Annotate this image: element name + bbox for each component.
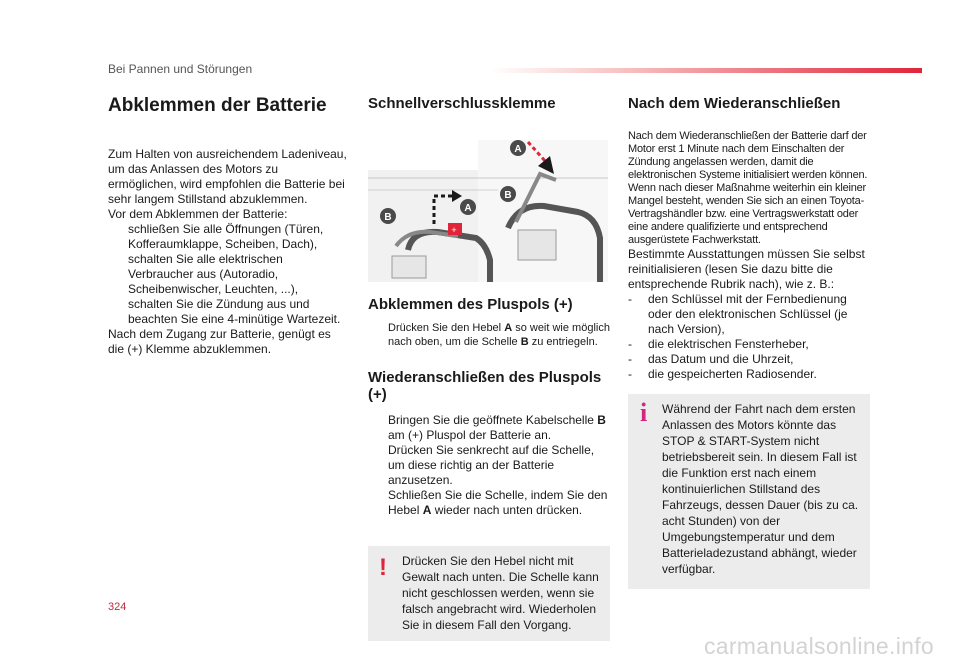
warning-note — [368, 546, 610, 641]
reconnect-list — [368, 413, 610, 518]
list-item: - die gespeicherten Radiosender. — [628, 367, 817, 381]
warning-text: Drücken Sie den Hebel nicht mit Gewalt nach unten. Die Schelle kann nicht geschlossen werden, wenn sie falsch angebracht wird. Wiederholen Sie in diesem Fall den Vorgang. — [402, 554, 599, 632]
info-icon: i — [640, 398, 648, 427]
page-title: Abklemmen der Batterie — [108, 95, 327, 116]
battery-post-right — [518, 230, 556, 260]
clamp-diagram-svg — [368, 120, 608, 282]
list-item: - den Schlüssel mit der Fernbedienung oder den elektronischen Schlüssel (je nach Version), — [628, 292, 848, 336]
header-section-title: Bei Pannen und Störungen — [108, 62, 253, 76]
list-item: schalten Sie alle elektrischen Verbraucher aus (Autoradio, Scheibenwischer, Leuchten, ...), — [128, 252, 299, 296]
label-b-right: B — [504, 190, 512, 201]
list-item: Bringen Sie die geöffnete Kabelschelle B am (+) Pluspol der Batterie an. — [388, 413, 606, 442]
section-title-after-reconnect: Nach dem Wiederanschließen — [628, 95, 841, 112]
battery-post-left — [392, 256, 426, 278]
battery-clamp-illustration — [368, 120, 608, 282]
watermark-text: carmanualsonline.info — [703, 633, 934, 659]
info-note — [628, 394, 870, 589]
reinitialize-list — [628, 292, 870, 382]
column-after-reconnect — [628, 95, 870, 589]
section-title-quick-clamp: Schnellverschlussklemme — [368, 95, 556, 112]
label-a-left: A — [464, 203, 472, 214]
list-item: - das Datum und die Uhrzeit, — [628, 352, 794, 366]
disconnect-list — [368, 321, 610, 349]
list-item: - die elektrischen Fensterheber, — [628, 337, 809, 351]
reinitialize-paragraph: Bestimmte Ausstattungen müssen Sie selbst reinitialisieren (lesen Sie dazu bitte die entsprechende Rubrik nach), wie z. B.: — [628, 247, 865, 291]
warning-exclamation-icon: ! — [379, 554, 387, 581]
section-title-reconnect-positive: Wiederanschließen des Pluspols (+) — [368, 369, 602, 403]
list-item: Schließen Sie die Schelle, indem Sie den Hebel A wieder nach unten drücken. — [388, 488, 608, 517]
before-label: Vor dem Abklemmen der Batterie: — [108, 207, 288, 221]
intro-paragraph: Zum Halten von ausreichendem Ladeniveau, um das Anlassen des Motors zu ermöglichen, wird empfohlen die Batterie bei sehr langem Stillstand abzuklemmen. — [108, 147, 347, 206]
figure-panel-right — [478, 140, 608, 282]
list-item: schließen Sie alle Öffnungen (Türen, Kofferaumklappe, Scheiben, Dach), — [128, 222, 324, 251]
before-list — [108, 222, 348, 327]
column-quick-clamp — [368, 95, 610, 641]
list-item: Drücken Sie den Hebel A so weit wie möglich nach oben, um die Schelle B zu entriegeln. — [388, 322, 610, 348]
page-number: 324 — [108, 601, 127, 613]
section-title-disconnect-positive: Abklemmen des Pluspols (+) — [368, 296, 573, 313]
info-text: Während der Fahrt nach dem ersten Anlassen des Motors könnte das STOP & START-System nicht betriebsbereit sein. In diesem Fall ist die Funktion erst nach einem kontinuierlichen Stillstand des Fahrzeugs, dessen Dauer (bis zu ca. acht Stunden) von der Umgebungstemperatur und dem Batterieladezustand abhängt, wieder verfügbar. — [662, 402, 859, 576]
label-a-right: A — [514, 144, 522, 155]
column-battery-disconnect — [108, 95, 348, 357]
outro-paragraph: Nach dem Zugang zur Batterie, genügt es die (+) Klemme abzuklemmen. — [108, 327, 331, 356]
label-b-left: B — [384, 212, 392, 223]
after-reconnect-paragraph: Nach dem Wiederanschließen der Batterie darf der Motor erst 1 Minute nach dem Einschalten der Zündung angelassen werden, damit die elektronischen Systeme initialisiert werden können. Wenn nach dieser Maßnahme weiterhin ein kleiner Mangel besteht, wenden Sie sich an einen Toyota-Vertragshändler bzw. eine Vertragswerkstatt oder eine andere qualifizierte und entsprechend ausgerüstete Fachwerkstatt. — [628, 130, 868, 246]
list-item: schalten Sie die Zündung aus und beachten Sie eine 4-minütige Wartezeit. — [128, 297, 341, 326]
svg-text:+: + — [451, 225, 457, 235]
list-item: Drücken Sie senkrecht auf die Schelle, um diese richtig an der Batterie anzusetzen. — [388, 443, 595, 487]
header-accent-bar — [490, 68, 922, 73]
